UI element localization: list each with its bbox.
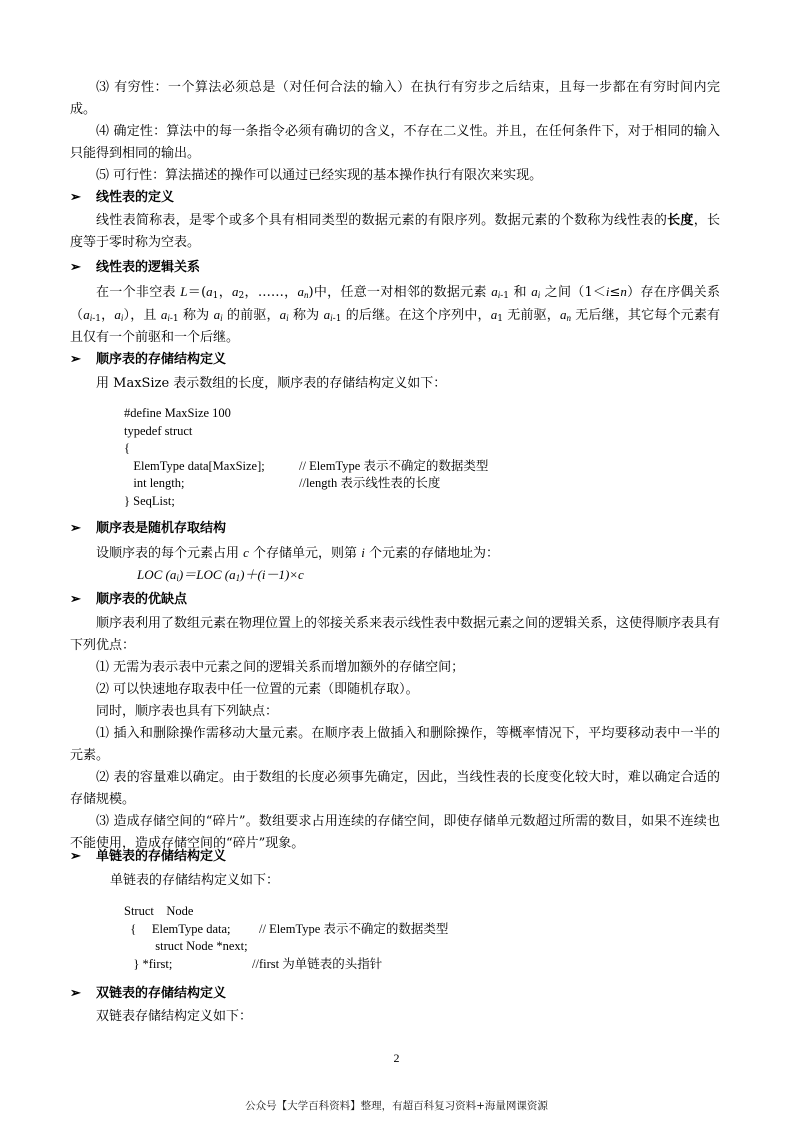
property-list: [70, 77, 720, 187]
page-number: 2: [393, 1051, 400, 1065]
seqlist-intro-text: 用 MaxSize 表示数组的长度，顺序表的存储结构定义如下：: [96, 376, 447, 391]
code-line: typedef struct: [124, 423, 193, 438]
code-line: } *first;: [124, 956, 173, 971]
address-formula: LOC $(a_i)=LOC$ $(a_1)+(i-1)\times c$: [137, 567, 304, 583]
random-access-text: 设顺序表的每个元素占用 c 个存储单元，则第 i 个元素的存储地址为：: [96, 545, 499, 561]
property-feasibility: ⑸ 可行性：算法描述的操作可以通过已经实现的基本操作执行有限次来实现。: [96, 168, 543, 183]
code-line: int length;: [124, 476, 185, 490]
section-heading-linear-list-definition: ➢ 线性表的定义: [70, 187, 720, 209]
arrow-bullet-icon: ➢: [70, 521, 81, 536]
section-heading-seqlist-pros-cons: ➢ 顺序表的优缺点: [70, 589, 720, 611]
linear-list-definition-text: 线性表简称表，是零个或多个具有相同类型的数据元素的有限序列。数据元素的个数称为线性表的长度，长度等于零时称为空表。: [70, 213, 720, 250]
code-line: { ElemType data;: [124, 921, 231, 936]
code-line: {: [124, 441, 130, 455]
code-line: struct Node *next;: [124, 939, 248, 953]
code-comment: //first 为单链表的头指针: [252, 956, 383, 971]
seqlist-code-block: [124, 405, 574, 510]
singly-linked-code-block: [124, 903, 574, 973]
arrow-bullet-icon: ➢: [70, 190, 81, 205]
footer-note: 公众号【大学百科资料】整理，有超百科复习资料+海量网课资源: [245, 1100, 548, 1112]
property-finiteness: ⑶ 有穷性：一个算法必须总是（对任何合法的输入）在执行有穷步之后结束，且每一步都在有穷时间内完成。: [70, 80, 720, 117]
code-comment: // ElemType 表示不确定的数据类型: [299, 458, 489, 473]
code-comment: // ElemType 表示不确定的数据类型: [259, 921, 449, 936]
pro-item: ⑵ 可以快速地存取表中任一位置的元素（即随机存取）。: [96, 682, 419, 697]
section-heading-seqlist-structure: ➢ 顺序表的存储结构定义: [70, 349, 720, 371]
section-heading-doubly-linked-list: ➢ 双链表的存储结构定义: [70, 983, 720, 1005]
singly-linked-intro-text: 单链表的存储结构定义如下：: [110, 873, 280, 888]
con-item: ⑴ 插入和删除操作需移动大量元素。在顺序表上做插入和删除操作，等概率情况下，平均要移动表中一半的元素。: [70, 726, 720, 763]
con-item: ⑵ 表的容量难以确定。由于数组的长度必须事先确定，因此，当线性表的长度变化较大时，难以确定合适的存储规模。: [70, 770, 720, 807]
arrow-bullet-icon: ➢: [70, 592, 81, 607]
pros-cons-text: [70, 613, 720, 855]
arrow-bullet-icon: ➢: [70, 849, 81, 864]
code-line: } SeqList;: [124, 493, 175, 508]
code-line: ElemType data[MaxSize];: [124, 458, 265, 473]
arrow-bullet-icon: ➢: [70, 352, 81, 367]
con-item: ⑶ 造成存储空间的“碎片”。数组要求占用连续的存储空间，即使存储单元数超过所需的数目，如果不连续也不能使用，造成存储空间的“碎片”现象。: [70, 814, 720, 851]
pros-intro: 顺序表利用了数组元素在物理位置上的邻接关系来表示线性表中数据元素之间的逻辑关系，这使得顺序表具有下列优点：: [70, 616, 721, 653]
section-heading-logical-relation: ➢ 线性表的逻辑关系: [70, 257, 720, 279]
code-comment: //length 表示线性表的长度: [299, 476, 441, 490]
code-line: #define MaxSize 100: [124, 406, 231, 420]
section-heading-singly-linked-list: ➢ 单链表的存储结构定义: [70, 846, 720, 868]
section-heading-random-access: ➢ 顺序表是随机存取结构: [70, 518, 720, 540]
doubly-linked-intro-text: 双链表存储结构定义如下：: [96, 1009, 253, 1024]
arrow-bullet-icon: ➢: [70, 260, 81, 275]
cons-intro: 同时，顺序表也具有下列缺点：: [96, 704, 279, 719]
pro-item: ⑴ 无需为表示表中元素之间的逻辑关系而增加额外的存储空间；: [96, 660, 465, 675]
arrow-bullet-icon: ➢: [70, 986, 81, 1001]
logical-relation-text: 在一个非空表 $L=(a_1$，$a_2$，……，$a_n$)中，任意一对相邻的数据元素 $a_{i-1}$ 和 $a_i$ 之间（1＜i≤n）存在序偶关系（$a_{i-1}$，$a_i$），且 $a_{i-1}$ 称为 $a_i$ 的前驱，$a_i$ 称为 $a_{i-1}$ 的后继。在这个序列中，$a_1$ 无前驱，$a_n$ 无后继，其它每个元素有且仅有一个前驱和一个后继。: [70, 284, 720, 345]
code-line: Struct Node: [124, 904, 194, 918]
property-determinism: ⑷ 确定性：算法中的每一条指令必须有确切的含义，不存在二义性。并且，在任何条件下，对于相同的输入只能得到相同的输出。: [70, 124, 720, 161]
